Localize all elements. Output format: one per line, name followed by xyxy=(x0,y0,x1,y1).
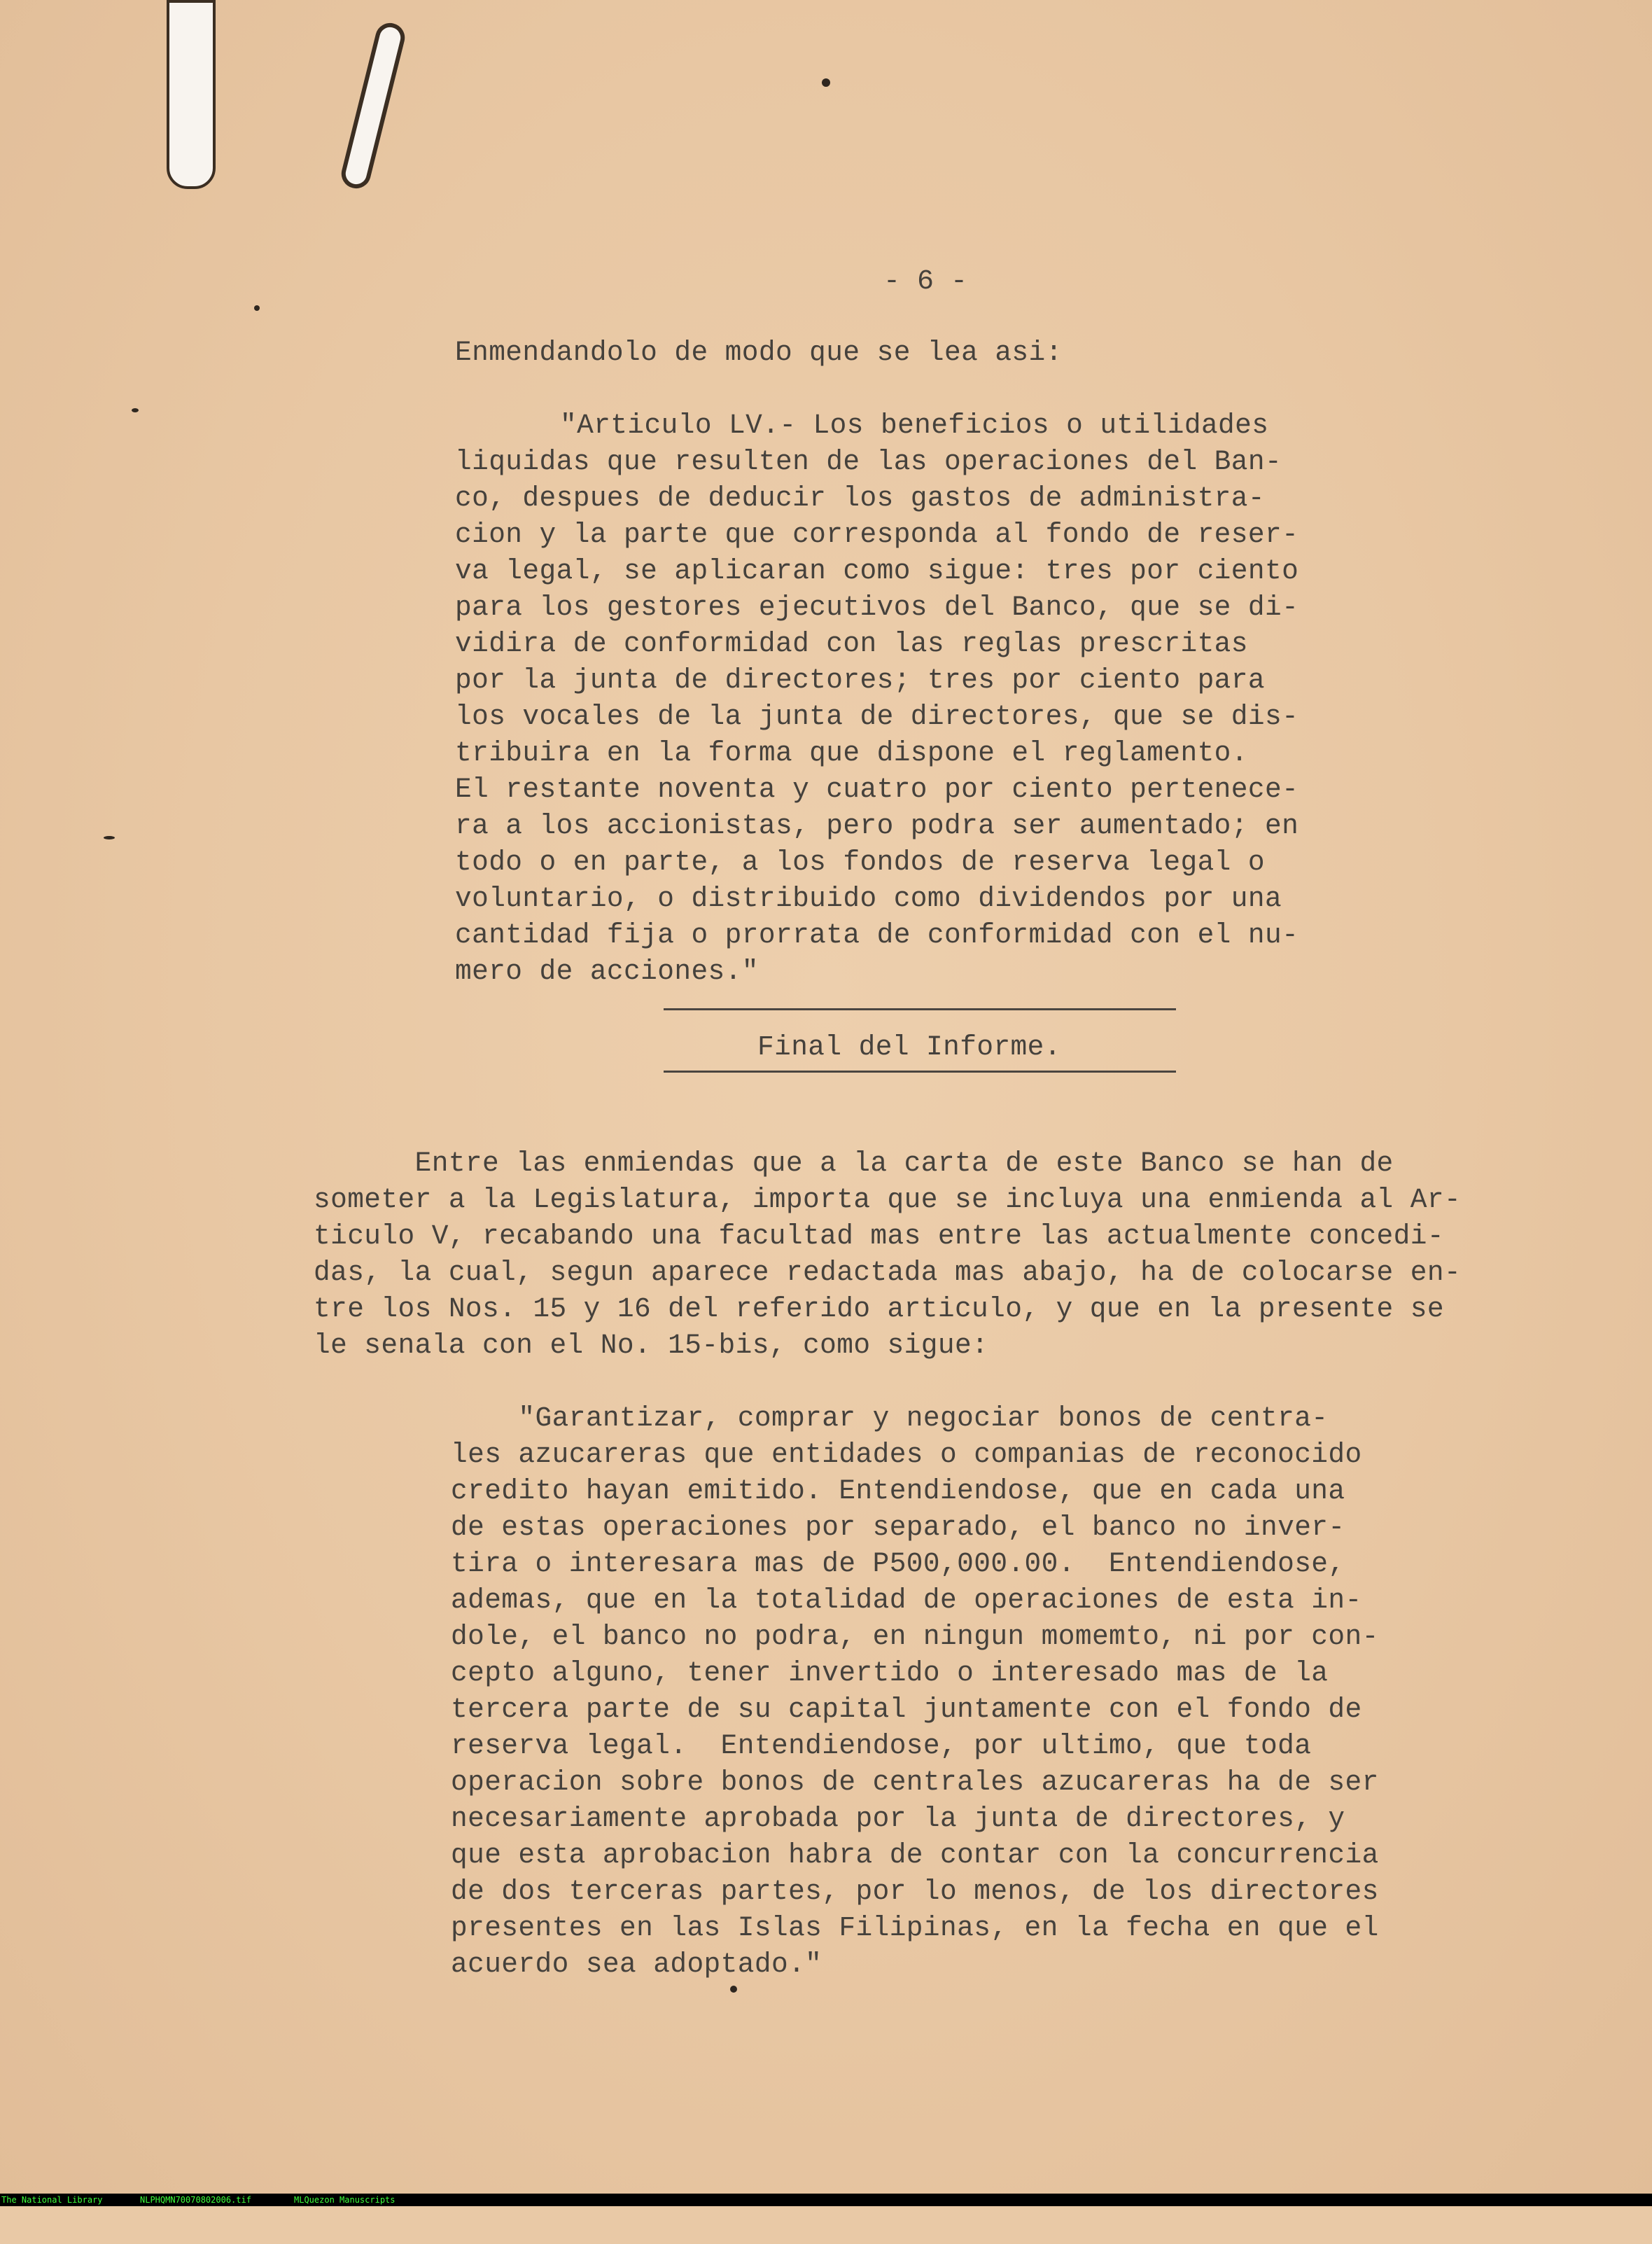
punch-hole-left xyxy=(167,0,216,189)
amendment-quote-line: presentes en las Islas Filipinas, en la fecha en que el xyxy=(451,1912,1379,1944)
punch-hole-right xyxy=(338,20,407,192)
paragraph-line: das, la cual, segun aparece redactada mas abajo, ha de colocarse en- xyxy=(314,1257,1462,1288)
heading-rule-bottom xyxy=(664,1071,1176,1073)
article-quote-line: co, despues de deducir los gastos de administra- xyxy=(455,482,1265,514)
article-quote-line: por la junta de directores; tres por ciento para xyxy=(455,664,1265,696)
page-number: - 6 - xyxy=(883,266,968,298)
article-quote-line: tribuira en la forma que dispone el reglamento. xyxy=(455,737,1248,769)
amendment-quote-line: ademas, que en la totalidad de operaciones de esta in- xyxy=(451,1584,1362,1616)
paragraph-line: Entre las enmiendas que a la carta de este Banco se han de xyxy=(314,1148,1394,1179)
article-quote-line: mero de acciones." xyxy=(455,956,759,987)
article-quote-line: "Articulo LV.- Los beneficios o utilidades xyxy=(560,410,1269,441)
archive-footer xyxy=(0,2194,1652,2206)
amendment-quote-line: de estas operaciones por separado, el banco no inver- xyxy=(451,1512,1345,1543)
heading-rule-top xyxy=(664,1008,1176,1010)
paragraph-line: le senala con el No. 15-bis, como sigue: xyxy=(314,1330,989,1361)
ink-speck xyxy=(254,305,260,311)
article-quote-line: ra a los accionistas, pero podra ser aumentado; en xyxy=(455,810,1299,842)
article-quote-line: para los gestores ejecutivos del Banco, que se di- xyxy=(455,592,1299,623)
paragraph-line: tre los Nos. 15 y 16 del referido articulo, y que en la presente se xyxy=(314,1293,1444,1325)
ink-speck xyxy=(132,408,139,412)
article-quote-line: todo o en parte, a los fondos de reserva legal o xyxy=(455,846,1265,878)
amendment-quote-line: tira o interesara mas de P500,000.00. Entendiendose, xyxy=(451,1548,1345,1580)
ink-speck xyxy=(822,78,830,87)
paragraph-line: ticulo V, recabando una facultad mas entre las actualmente concedi- xyxy=(314,1220,1444,1252)
article-quote-line: vidira de conformidad con las reglas prescritas xyxy=(455,628,1248,660)
amendment-quote-line: tercera parte de su capital juntamente con el fondo de xyxy=(451,1694,1362,1725)
amendment-quote-line: que esta aprobacion habra de contar con la concurrencia xyxy=(451,1839,1379,1871)
intro-line: Enmendandolo de modo que se lea asi: xyxy=(455,337,1063,368)
article-quote-line: cion y la parte que corresponda al fondo de reser- xyxy=(455,519,1299,550)
paragraph-line: someter a la Legislatura, importa que se incluya una enmienda al Ar- xyxy=(314,1184,1462,1215)
amendment-quote-line: credito hayan emitido. Entendiendose, que en cada una xyxy=(451,1475,1345,1507)
amendment-quote-line: "Garantizar, comprar y negociar bonos de centra- xyxy=(451,1402,1329,1434)
amendment-quote-line: de dos terceras partes, por lo menos, de los directores xyxy=(451,1876,1379,1907)
article-quote-line: El restante noventa y cuatro por ciento pertenece- xyxy=(455,774,1299,805)
section-heading: Final del Informe. xyxy=(757,1031,1061,1063)
amendment-quote-line: reserva legal. Entendiendose, por ultimo, que toda xyxy=(451,1730,1312,1762)
amendment-quote-line: dole, el banco no podra, en ningun momemto, ni por con- xyxy=(451,1621,1379,1652)
article-quote-line: los vocales de la junta de directores, que se dis- xyxy=(455,701,1299,732)
ink-speck xyxy=(104,836,115,839)
article-quote-line: cantidad fija o prorrata de conformidad con el nu- xyxy=(455,919,1299,951)
amendment-quote-line: operacion sobre bonos de centrales azucareras ha de ser xyxy=(451,1766,1379,1798)
amendment-quote-line: acuerdo sea adoptado." xyxy=(451,1949,822,1980)
amendment-quote-line: cepto alguno, tener invertido o interesado mas de la xyxy=(451,1657,1329,1689)
article-quote-line: voluntario, o distribuido como dividendos por una xyxy=(455,883,1282,914)
footer-collection: MLQuezon Manuscripts xyxy=(294,2195,396,2205)
article-quote-line: va legal, se aplicaran como sigue: tres por ciento xyxy=(455,555,1299,587)
amendment-quote-line: les azucareras que entidades o companias de reconocido xyxy=(451,1439,1362,1470)
ink-speck xyxy=(730,1986,737,1993)
footer-library: The National Library xyxy=(1,2195,103,2205)
footer-file-id: NLPHQMN70070802006.tif xyxy=(140,2195,251,2205)
amendment-quote-line: necesariamente aprobada por la junta de directores, y xyxy=(451,1803,1345,1834)
article-quote-line: liquidas que resulten de las operaciones del Ban- xyxy=(455,446,1282,478)
